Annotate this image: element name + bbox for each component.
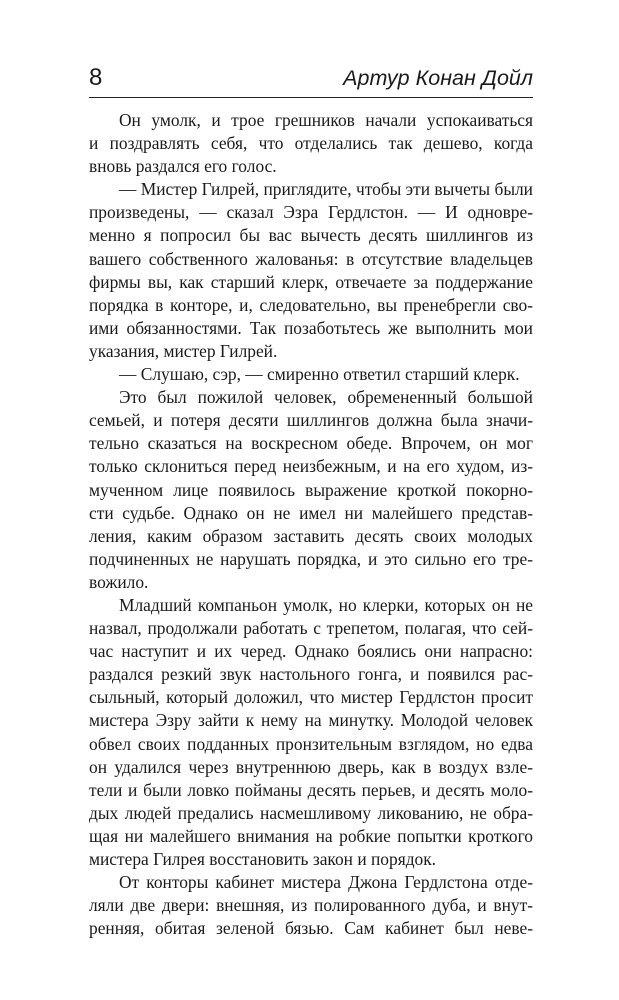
text-line: обвел своих подданных пронзительным взглядом, но едва xyxy=(89,733,533,754)
text-line: порядка в конторе, и, следовательно, вы пренебрегли сво- xyxy=(89,294,533,315)
text-line: только склониться перед неизбежным, и на его худом, из- xyxy=(89,456,533,477)
text-line: ления, каким образом заставить десять своих молодых xyxy=(89,525,533,546)
text-line: Он умолк, и трое грешников начали успокаиваться xyxy=(119,110,533,130)
text-line: вашего собственного жалованья: в отсутствие владельцев xyxy=(89,248,533,269)
text-line: дых людей предались насмешливому ликованию, не обра- xyxy=(89,802,533,823)
text-line: щая ни малейшего внимания на робкие попытки кроткого xyxy=(89,825,533,846)
text-line: Младший компаньон умолк, но клерки, которых он не xyxy=(119,594,533,615)
text-line: Это был пожилой человек, обремененный большой xyxy=(119,387,533,408)
text-line: ими обязанностями. Так позаботьтесь же выполнить мои xyxy=(89,317,533,338)
text-line: тельно сказаться на воскресном обеде. Впрочем, он мог xyxy=(89,433,533,454)
text-line: ренняя, обитая зеленой бязью. Сам кабинет был неве- xyxy=(89,918,533,939)
text-line: менно я попросил бы вас вычесть десять шиллингов из xyxy=(89,225,533,246)
text-line: От конторы кабинет мистера Джона Гердлстона отде- xyxy=(119,872,533,893)
header-rule xyxy=(89,97,533,98)
text-line: назвал, продолжали работать с трепетом, полагая, что сей- xyxy=(89,618,533,639)
text-line: он удалился через внутреннюю дверь, как в воздух взле- xyxy=(89,756,533,777)
text-line: подчиненных не нарушать порядка, и это сильно его тре- xyxy=(89,548,533,569)
text-line: указания, мистер Гилрей. xyxy=(89,340,278,361)
text-line: раздался резкий звук настольного гонга, и появился рас- xyxy=(89,664,533,685)
text-line: фирмы вы, как старший клерк, отвечаете за поддержание xyxy=(89,271,533,292)
text-line: вожило. xyxy=(89,571,149,592)
text-line: сыльный, который доложил, что мистер Гердлстон просит xyxy=(89,687,533,708)
text-line: семьей, и потеря десяти шиллингов должна была значи- xyxy=(89,410,533,431)
text-line: ляли две двери: внешняя, из полированного дуба, и внут- xyxy=(89,895,533,916)
text-line: тели и были ловко пойманы десять перьев, и десять моло- xyxy=(89,779,533,800)
text-line: сти судьбе. Однако он не имел ни малейшего представ- xyxy=(89,502,533,523)
body-text xyxy=(89,109,533,940)
text-line: — Слушаю, сэр, — смиренно ответил старший клерк. xyxy=(119,364,520,385)
text-line: мистера Гилрея восстановить закон и порядок. xyxy=(89,849,437,869)
text-line: мученном лице появилось выражение кроткой покорно- xyxy=(89,479,533,500)
page-header xyxy=(89,62,533,94)
text-line: произведены, — сказал Эзра Гердлстон. — И одновре- xyxy=(89,202,533,223)
running-title: Артур Конан Дойл xyxy=(343,66,533,90)
text-line: мистера Эзру зайти к нему на минутку. Молодой человек xyxy=(89,710,533,731)
page-number: 8 xyxy=(89,64,103,91)
text-line: вновь раздался его голос. xyxy=(89,156,277,177)
text-line: и поздравлять себя, что отделались так дешево, когда xyxy=(89,133,533,154)
text-line: час наступит и их черед. Однако боялись они напрасно: xyxy=(89,641,533,662)
text-line: — Мистер Гилрей, приглядите, чтобы эти вычеты были xyxy=(119,179,533,200)
